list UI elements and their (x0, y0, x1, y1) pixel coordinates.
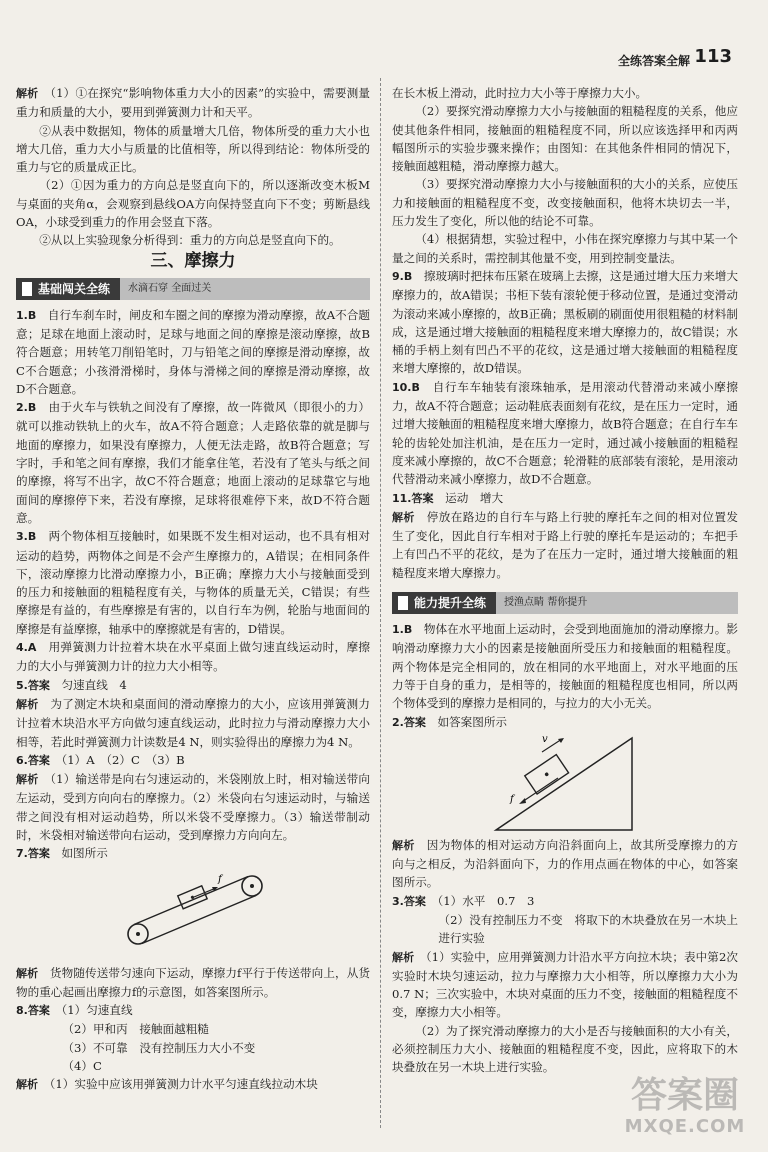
incline-slope (496, 738, 632, 830)
answer-item: 4.A 用弹簧测力计拉着木块在水平桌面上做匀速直线运动时，摩擦力的大小与弹簧测力计的拉力大小相等。 (16, 640, 370, 674)
answer-line: （2）甲和丙 接触面越粗糙 (62, 1022, 209, 1037)
paragraph: （4）根据猜想，实验过程中，小伟在探究摩擦力与其中某一个量之间的关系时，需控制其他量不变，用到控制变量法。 (392, 232, 738, 265)
section-banner (16, 278, 370, 300)
paragraph: （3）要探究滑动摩擦力大小与接触面积的大小的关系，应使压力和接触面的粗糙程度不变，改变接触面积，他将木块切去一半，压力发生了变化，所以他的结论不可靠。 (392, 177, 738, 229)
answer-line: （3）不可靠 没有控制压力大小不变 (62, 1040, 256, 1055)
incline-figure (392, 732, 738, 836)
answer-item: 解析 因为物体的相对运动方向沿斜面向上，故其所受摩擦力的方向与之相反，为沿斜面向下，力的作用点画在物体的中心，如答案图所示。 (392, 837, 738, 890)
block (525, 754, 569, 793)
answer-item: 11.答案 运动 增大 (392, 490, 504, 505)
paragraph: ②从表中数据知，物体的质量增大几倍，物体所受的重力大小也增大几倍，重力大小与质量的比值相等，所以得到结论：物体所受的重力与它的质量成正比。 (16, 123, 370, 175)
conveyor-diagram (16, 864, 370, 964)
arrow-head (519, 798, 526, 804)
right-column (392, 84, 738, 1077)
friction-arrow (194, 888, 216, 897)
pulley-right-axle (250, 884, 254, 888)
answer-item: 2.答案 如答案图所示 (392, 714, 508, 729)
answer-line: （4）C (62, 1059, 102, 1074)
answer-item: 解析 （1）输送带是向右匀速运动的，米袋刚放上时，相对输送带向左运动，受到方向向右的摩擦力。（2）米袋向右匀速运动时，与输送带之间没有相对运动趋势，所以米袋不受摩擦力。（3）输送带制动时，米袋相对输送带向右运动，受到摩擦力方向向左。 (16, 772, 370, 842)
watermark-logo: 答案圈 (630, 1075, 739, 1116)
answer-line: （2）没有控制压力不变 将取下的木块叠放在另一木块上进行实验 (438, 912, 738, 946)
book-icon (398, 596, 408, 610)
book-icon (22, 282, 32, 296)
answer-item: 解析 （1）实验中，应用弹簧测力计沿水平方向拉木块；表中第2次实验时木块匀速运动，拉力与摩擦力大小相等，所以摩擦力大小为0.7 N；三次实验中，木块对桌面的压力不变，接触面的粗糙程度不变，摩擦力大小相等。 (392, 949, 738, 1020)
belt-top (134, 873, 248, 924)
paragraph: （2）①因为重力的方向总是竖直向下的，所以逐渐改变木板M与桌面的夹角α，会观察到悬线OA方向保持竖直向下不变；剪断悬线OA，小球受到重力的作用会竖直下落。 (16, 178, 370, 230)
label: 解析 (16, 87, 39, 100)
answer-item: 3.答案 （1）水平 0.7 3 (392, 893, 535, 908)
answer-item: 解析 （1）实验中应该用弹簧测力计水平匀速直线拉动木块 (16, 1077, 318, 1092)
column-divider (380, 78, 381, 1128)
answer-item: 1.B 物体在水平地面上运动时，会受到地面施加的滑动摩擦力。影响滑动摩擦力大小的因素是接触面所受压力和接触面的粗糙程度。两个物体是完全相同的，放在相同的水平地面上，对水平地面的压力等于自身的重力，是相等的，接触面的粗糙程度也相同，所以两个物体受到的摩擦力是相同的，与拉力的大小无关。 (392, 622, 738, 711)
page-number: 113 (694, 46, 732, 67)
answer-item: 5.答案 匀速直线 4 (16, 677, 127, 692)
incline-diagram (392, 732, 738, 836)
conveyor-figure (16, 864, 370, 964)
answer-item: 6.答案 （1）A （2）C （3）B (16, 752, 185, 767)
answer-item: 2.B 由于火车与铁轨之间没有了摩擦，故一阵微风（即很小的力）就可以推动铁轨上的火车，故A不符合题意；人走路依靠的就是脚与地面的摩擦力，如果没有摩擦力，人便无法走路，故B符合题意；写字时，手和笔之间有摩擦，我们才能拿住笔，若没有了笔头与纸之间的摩擦，将写不出字，故C不符合题意；地面上滚动的足球靠它与地面间的摩擦停下来，若没有摩擦，足球将很难停下来，故D不符合题意。 (16, 400, 370, 525)
cargo-box (178, 885, 207, 908)
paragraph: ②从以上实验现象分析得到：重力的方向总是竖直向下的。 (39, 233, 341, 248)
watermark-url: MXQE.COM (624, 1116, 746, 1137)
header-title: 全练答案全解 (617, 54, 690, 68)
answer-item: 1.B 自行车刹车时，闸皮和车圈之间的摩擦为滑动摩擦，故A不合题意；足球在地面上滚动时，足球与地面之间的摩擦是滚动摩擦，故B符合题意；用转笔刀削铅笔时，刀与铅笔之间的摩擦是滑动摩擦，故C不合题意；小孩滑滑梯时，身体与滑梯之间的摩擦是滑动摩擦，故D不合题意。 (16, 307, 370, 396)
paragraph: 在长木板上滑动，此时拉力大小等于摩擦力大小。 (392, 86, 648, 100)
velocity-label: v (542, 733, 548, 745)
answer-item: 8.答案 （1）匀速直线 (16, 1003, 133, 1018)
friction-arrow (522, 778, 558, 802)
answer-item: 3.B 两个物体相互接触时，如果既不发生相对运动，也不具有相对运动的趋势，两物体之间是不会产生摩擦力的，A错误；在相同条件下，滚动摩擦力比滑动摩擦力小，B正确；摩擦力大小与接触面受到的压力和接触面的粗糙程度有关，与物体的质量无关，C错误；有些摩擦是有益的，有些摩擦是有害的，以自行车为例，轮胎与地面间的摩擦是有益摩擦，轴承中的摩擦就是有害的，D错误。 (16, 529, 370, 636)
friction-label: f (510, 793, 514, 805)
answer-item: 7.答案 如图所示 (16, 846, 108, 861)
paragraph: （2）为了探究滑动摩擦力的大小是否与接触面积的大小有关，必须控制压力大小、接触面的粗糙程度不变，因此，应将取下的木块叠放在另一木块上进行实验。 (392, 1023, 738, 1075)
section-title: 三、摩擦力 (150, 250, 236, 271)
answer-item: 解析 为了测定木块和桌面间的滑动摩擦力的大小，应该用弹簧测力计拉着木块沿水平方向做匀速直线运动，此时拉力与滑动摩擦力大小相等，若此时弹簧测力计读数是4 N，则实验得出的摩擦力为4 N。 (16, 696, 370, 749)
paragraph: （2）要探究滑动摩擦力大小与接触面的粗糙程度的关系，他应使其他条件相同，接触面的粗糙程度不同，所以应该选择甲和丙两幅图所示的实验步骤来操作；由图知：在其他条件相同的情况下，接触面越粗糙，滑动摩擦力越大。 (392, 104, 738, 174)
banner-title: 基础闯关全练 (16, 278, 120, 300)
paragraph: 解析 （1）①在探究“影响物体重力大小的因素”的实验中，需要测量重力和质量的大小，要用到弹簧测力计和天平。 (16, 86, 370, 120)
section-banner (392, 592, 738, 614)
answer-item: 9.B 擦玻璃时把抹布压紧在玻璃上去擦，这是通过增大压力来增大摩擦力的，故A错误；书柜下装有滚轮便于移动位置，是通过变滑动为滚动来减小摩擦的，故B正确；黑板刷的刷面使用很粗糙的材料制成，这是通过增大接触面的粗糙程度来增大摩擦力的，故C错误；水桶的手柄上刻有凹凸不平的花纹，这是通过增大接触面的粗糙程度来增大摩擦的，故D错误。 (392, 268, 738, 376)
banner-subtitle: 授渔点睛 帮你提升 (496, 592, 738, 614)
banner-subtitle: 水滴石穿 全面过关 (120, 278, 370, 300)
pulley-left-axle (136, 932, 140, 936)
force-label: f (218, 873, 222, 885)
banner-title: 能力提升全练 (392, 592, 496, 614)
answer-item: 解析 停放在路边的自行车与路上行驶的摩托车之间的相对位置发生了变化，因此自行车相对于路上行驶的摩托车是运动的；车把手上有凹凸不平的花纹，是为了在压力一定时，通过增大接触面的粗糙程度来增大摩擦力。 (392, 509, 738, 580)
answer-item: 解析 货物随传送带匀速向下运动，摩擦力f平行于传送带向上，从货物的重心起画出摩擦力f的示意图，如答案图所示。 (16, 965, 371, 999)
answer-item: 10.B 自行车车轴装有滚珠轴承，是用滚动代替滑动来减小摩擦力，故A不符合题意；运动鞋底表面刻有花纹，是在压力一定时，通过增大接触面的粗糙程度来增大摩擦力，故B符合题意；在自行车车轮的齿轮处加注机油，是在压力一定时，通过减小接触面的粗糙程度来减小摩擦的，故C不合题意；轮滑鞋的底部装有滚轮，是用滚动代替滑动来减小摩擦力，故D不合题意。 (392, 379, 738, 487)
watermark (610, 1076, 760, 1146)
left-column (16, 84, 370, 1095)
